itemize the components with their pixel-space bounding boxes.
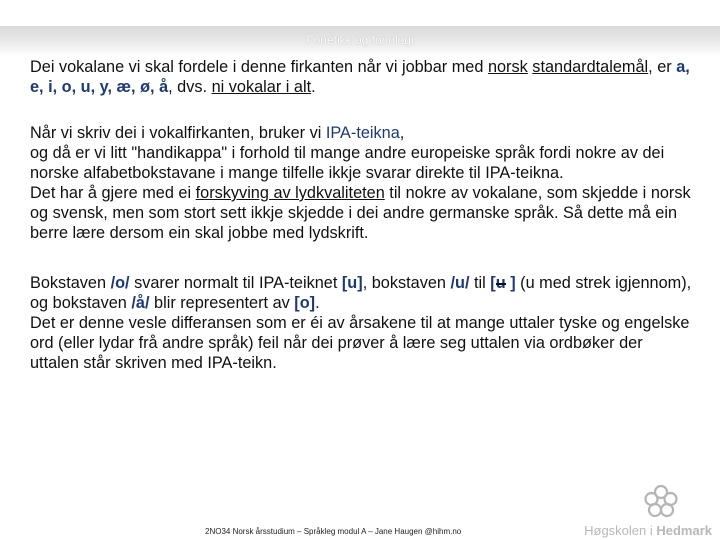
paragraph-ipa-line1 <box>30 123 694 143</box>
letter-o: /o/ <box>110 274 130 292</box>
paragraph-letters <box>30 273 694 313</box>
underlined-forskyving: forskyving av lydkvaliteten <box>195 184 385 202</box>
text-segment: Det har å gjere med ei <box>30 184 196 202</box>
slide-header-title: Fonetikk og fonologi <box>306 33 414 47</box>
paragraph-ipa-line2: og då er vi litt "handikappa" i forhold til mange andre europeiske språk fordi nokre av dei norske alfabetbokstavane i mange tilfelle ikkje svarar direkte til IPA-teikna. <box>30 144 665 182</box>
text-segment: til <box>469 274 491 292</box>
text-segment: , bokstaven <box>362 274 451 292</box>
text-segment: . <box>315 294 320 312</box>
brand-text-bold: Hedmark <box>656 523 712 538</box>
footer-brand <box>584 523 712 538</box>
bracket-open: [ <box>490 274 496 292</box>
college-logo-icon <box>643 484 679 520</box>
ipa-teikna-term: IPA-teikna <box>325 124 400 142</box>
text-segment: , dvs. <box>168 78 212 96</box>
paragraph-vowels-intro <box>30 57 694 97</box>
text-segment: Når vi skriv dei i vokalfirkanten, bruker vi <box>30 124 326 142</box>
underlined-norsk: norsk <box>487 58 528 76</box>
underlined-vowel-count: ni vokalar i alt <box>211 78 312 96</box>
footer-course-info: 2NO34 Norsk årsstudium – Språkleg modul A – Jane Haugen @hihm.no <box>205 527 462 536</box>
ipa-u: [u] <box>341 274 363 292</box>
ipa-barred-u: u <box>495 274 506 292</box>
ipa-o: [o] <box>294 294 316 312</box>
spacer <box>30 243 694 273</box>
text-segment: , er <box>648 58 677 76</box>
text-segment: Dei vokalane vi skal fordele i denne firkanten når vi jobbar med <box>30 58 488 76</box>
text-segment: Bokstaven <box>30 274 111 292</box>
slide-content <box>30 57 694 373</box>
vowel-list: a, e, i, o, u, y, æ, ø, å <box>30 58 690 96</box>
brand-text: Høgskolen i <box>584 523 657 538</box>
text-segment: til nokre av vokalane, som skjedde i norsk og svensk, men som stort sett ikkje skjedde i dei andre germanske språk. Så dette må ein berre lære dersom ein skal jobbe med lydskrift. <box>30 184 691 242</box>
text-segment: . <box>311 78 316 96</box>
letter-u: /u/ <box>450 274 470 292</box>
spacer <box>30 97 694 123</box>
text-segment: svarer normalt til IPA-teiknet <box>129 274 342 292</box>
bracket-close: ] <box>505 274 516 292</box>
letter-aa: /å/ <box>131 294 150 312</box>
text-segment: (u med strek igjennom), og bokstaven <box>30 274 692 312</box>
text-segment: blir representert av <box>149 294 295 312</box>
paragraph-ipa-line3 <box>30 183 694 243</box>
text-segment: , <box>399 124 405 142</box>
paragraph-dictionary: Det er denne vesle differansen som er éi av årsakene til at mange uttaler tyske og engelske ord (eller lydar frå andre språk) feil når dei prøver å lære seg uttalen via ordbøker der uttalen står skriven med IPA-teikn. <box>30 314 690 372</box>
underlined-standardtalemal: standardtalemål <box>532 58 649 76</box>
